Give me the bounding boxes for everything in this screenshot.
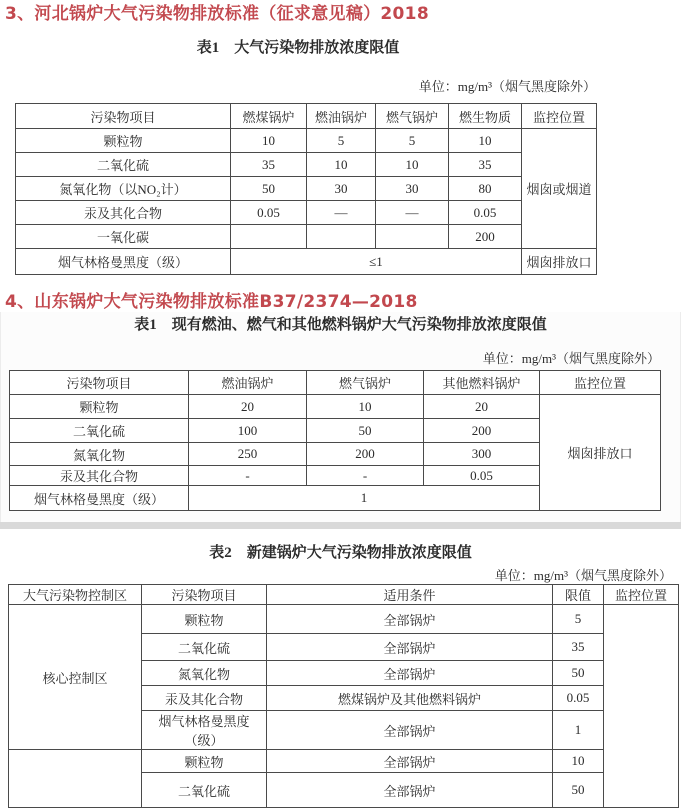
col-header-monitor-position: 监控位置: [604, 585, 679, 605]
hebei-table1-title: 表1 大气污染物排放浓度限值: [196, 40, 400, 56]
cell-value: 0.05: [231, 201, 307, 225]
table-header-row: [10, 371, 661, 395]
col-header-gas-boiler: 燃气锅炉: [376, 104, 449, 129]
cell-condition: 全部锅炉: [267, 661, 553, 686]
cell-limit: 5: [553, 605, 604, 634]
cell-value: 10: [376, 153, 449, 177]
table-row: [16, 201, 597, 225]
cell-smoke-limit: 1: [189, 486, 540, 511]
table-row-smoke-blackness: [16, 249, 597, 275]
col-header-biomass-boiler: 燃生物质: [449, 104, 522, 129]
col-header-limit: 限值: [553, 585, 604, 605]
cell-pollutant: 颗粒物: [10, 395, 189, 419]
cell-value: 10: [449, 129, 522, 153]
table-header-row: [9, 585, 679, 605]
cell-limit: 10: [553, 750, 604, 773]
cell-value: [376, 225, 449, 249]
cell-pollutant: 汞及其化合物: [10, 466, 189, 486]
shandong-table1-title: 表1 现有燃油、燃气和其他燃料锅炉大气污染物排放浓度限值: [134, 317, 547, 333]
cell-value: 30: [307, 177, 376, 201]
col-header-monitor-position: 监控位置: [540, 371, 661, 395]
cell-zone-second: [9, 750, 142, 808]
cell-value: 35: [449, 153, 522, 177]
col-header-pollutant: 污染物项目: [10, 371, 189, 395]
cell-value: —: [376, 201, 449, 225]
cell-pollutant: 二氧化硫: [10, 419, 189, 443]
cell-value: 50: [231, 177, 307, 201]
cell-value: 10: [231, 129, 307, 153]
shandong-table2-title: 表2 新建锅炉大气污染物排放浓度限值: [209, 545, 472, 561]
col-header-control-zone: 大气污染物控制区: [9, 585, 142, 605]
cell-value: 300: [424, 443, 540, 466]
col-header-applicable-condition: 适用条件: [267, 585, 553, 605]
cell-value: -: [189, 466, 307, 486]
cell-value: —: [307, 201, 376, 225]
heading-shandong-standard: 4、山东锅炉大气污染物排放标准B37/2374—2018: [5, 292, 418, 312]
cell-value: 0.05: [449, 201, 522, 225]
cell-monitor-outlet: 烟囱排放口: [522, 249, 597, 275]
heading-hebei-standard: 3、河北锅炉大气污染物排放标准（征求意见稿）2018: [5, 4, 429, 24]
cell-monitor-merged: 烟囱排放口: [540, 395, 661, 511]
cell-condition: 全部锅炉: [267, 605, 553, 634]
col-header-other-fuel-boiler: 其他燃料锅炉: [424, 371, 540, 395]
cell-value: 200: [449, 225, 522, 249]
cell-value: 50: [307, 419, 424, 443]
cell-pollutant: 一氧化碳: [16, 225, 231, 249]
table-header-row: [16, 104, 597, 129]
cell-zone-core-control: 核心控制区: [9, 605, 142, 750]
cell-pollutant: 颗粒物: [142, 605, 267, 634]
cell-condition: 全部锅炉: [267, 773, 553, 808]
cell-value: 35: [231, 153, 307, 177]
hebei-emission-table: [15, 103, 597, 275]
cell-pollutant: 氮氧化物: [142, 661, 267, 686]
cell-value: [231, 225, 307, 249]
cell-monitor-merged: [604, 605, 679, 808]
cell-condition: 全部锅炉: [267, 711, 553, 750]
col-header-pollutant: 污染物项目: [16, 104, 231, 129]
cell-limit: 50: [553, 773, 604, 808]
table-row: [16, 153, 597, 177]
cell-pollutant: 二氧化硫: [142, 773, 267, 808]
cell-value: 10: [307, 395, 424, 419]
cell-value: 80: [449, 177, 522, 201]
table-row: [9, 750, 679, 773]
cell-value: 5: [307, 129, 376, 153]
cell-value: -: [307, 466, 424, 486]
cell-pollutant: 二氧化硫: [142, 634, 267, 661]
cell-condition: 全部锅炉: [267, 634, 553, 661]
cell-value: [307, 225, 376, 249]
cell-limit: 50: [553, 661, 604, 686]
cell-pollutant: 颗粒物: [16, 129, 231, 153]
col-header-monitor-position: 监控位置: [522, 104, 597, 129]
col-header-gas-boiler: 燃气锅炉: [307, 371, 424, 395]
cell-pollutant: 汞及其化合物: [16, 201, 231, 225]
cell-pollutant: 颗粒物: [142, 750, 267, 773]
table-row: [16, 129, 597, 153]
cell-value: 250: [189, 443, 307, 466]
cell-limit: 1: [553, 711, 604, 750]
col-header-oil-boiler: 燃油锅炉: [307, 104, 376, 129]
table-row: [10, 395, 661, 419]
cell-value: 30: [376, 177, 449, 201]
cell-value: 20: [424, 395, 540, 419]
cell-condition: 燃煤锅炉及其他燃料锅炉: [267, 686, 553, 711]
cell-value: 5: [376, 129, 449, 153]
cell-smoke-limit: ≤1: [231, 249, 522, 275]
cell-pollutant: 二氧化硫: [16, 153, 231, 177]
shandong-existing-boiler-table: [9, 370, 661, 511]
table-row: [9, 605, 679, 634]
col-header-coal-boiler: 燃煤锅炉: [231, 104, 307, 129]
cell-limit: 35: [553, 634, 604, 661]
cell-value: 200: [424, 419, 540, 443]
shandong-existing-boiler-panel: [0, 312, 681, 529]
cell-pollutant: 烟气林格曼黑度（级）: [16, 249, 231, 275]
cell-pollutant: 氮氧化物（以NO₂计）: [16, 177, 231, 201]
cell-condition: 全部锅炉: [267, 750, 553, 773]
cell-limit: 0.05: [553, 686, 604, 711]
cell-value: 100: [189, 419, 307, 443]
cell-value: 10: [307, 153, 376, 177]
cell-pollutant: 烟气林格曼黑度（级）: [142, 711, 267, 750]
col-header-oil-boiler: 燃油锅炉: [189, 371, 307, 395]
cell-pollutant: 汞及其化合物: [142, 686, 267, 711]
cell-pollutant: 氮氧化物: [10, 443, 189, 466]
col-header-pollutant: 污染物项目: [142, 585, 267, 605]
cell-value: 20: [189, 395, 307, 419]
hebei-table1-unit: 单位：mg/m³（烟气黑度除外）: [418, 79, 596, 94]
shandong-new-boiler-table: [8, 584, 679, 808]
cell-monitor-merged: 烟囱或烟道: [522, 129, 597, 249]
cell-pollutant: 烟气林格曼黑度（级）: [10, 486, 189, 511]
shandong-table2-unit: 单位：mg/m³（烟气黑度除外）: [494, 568, 672, 583]
table-row: [16, 225, 597, 249]
table-row: [16, 177, 597, 201]
cell-value: 0.05: [424, 466, 540, 486]
shandong-table1-unit: 单位：mg/m³（烟气黑度除外）: [482, 351, 660, 366]
cell-value: 200: [307, 443, 424, 466]
